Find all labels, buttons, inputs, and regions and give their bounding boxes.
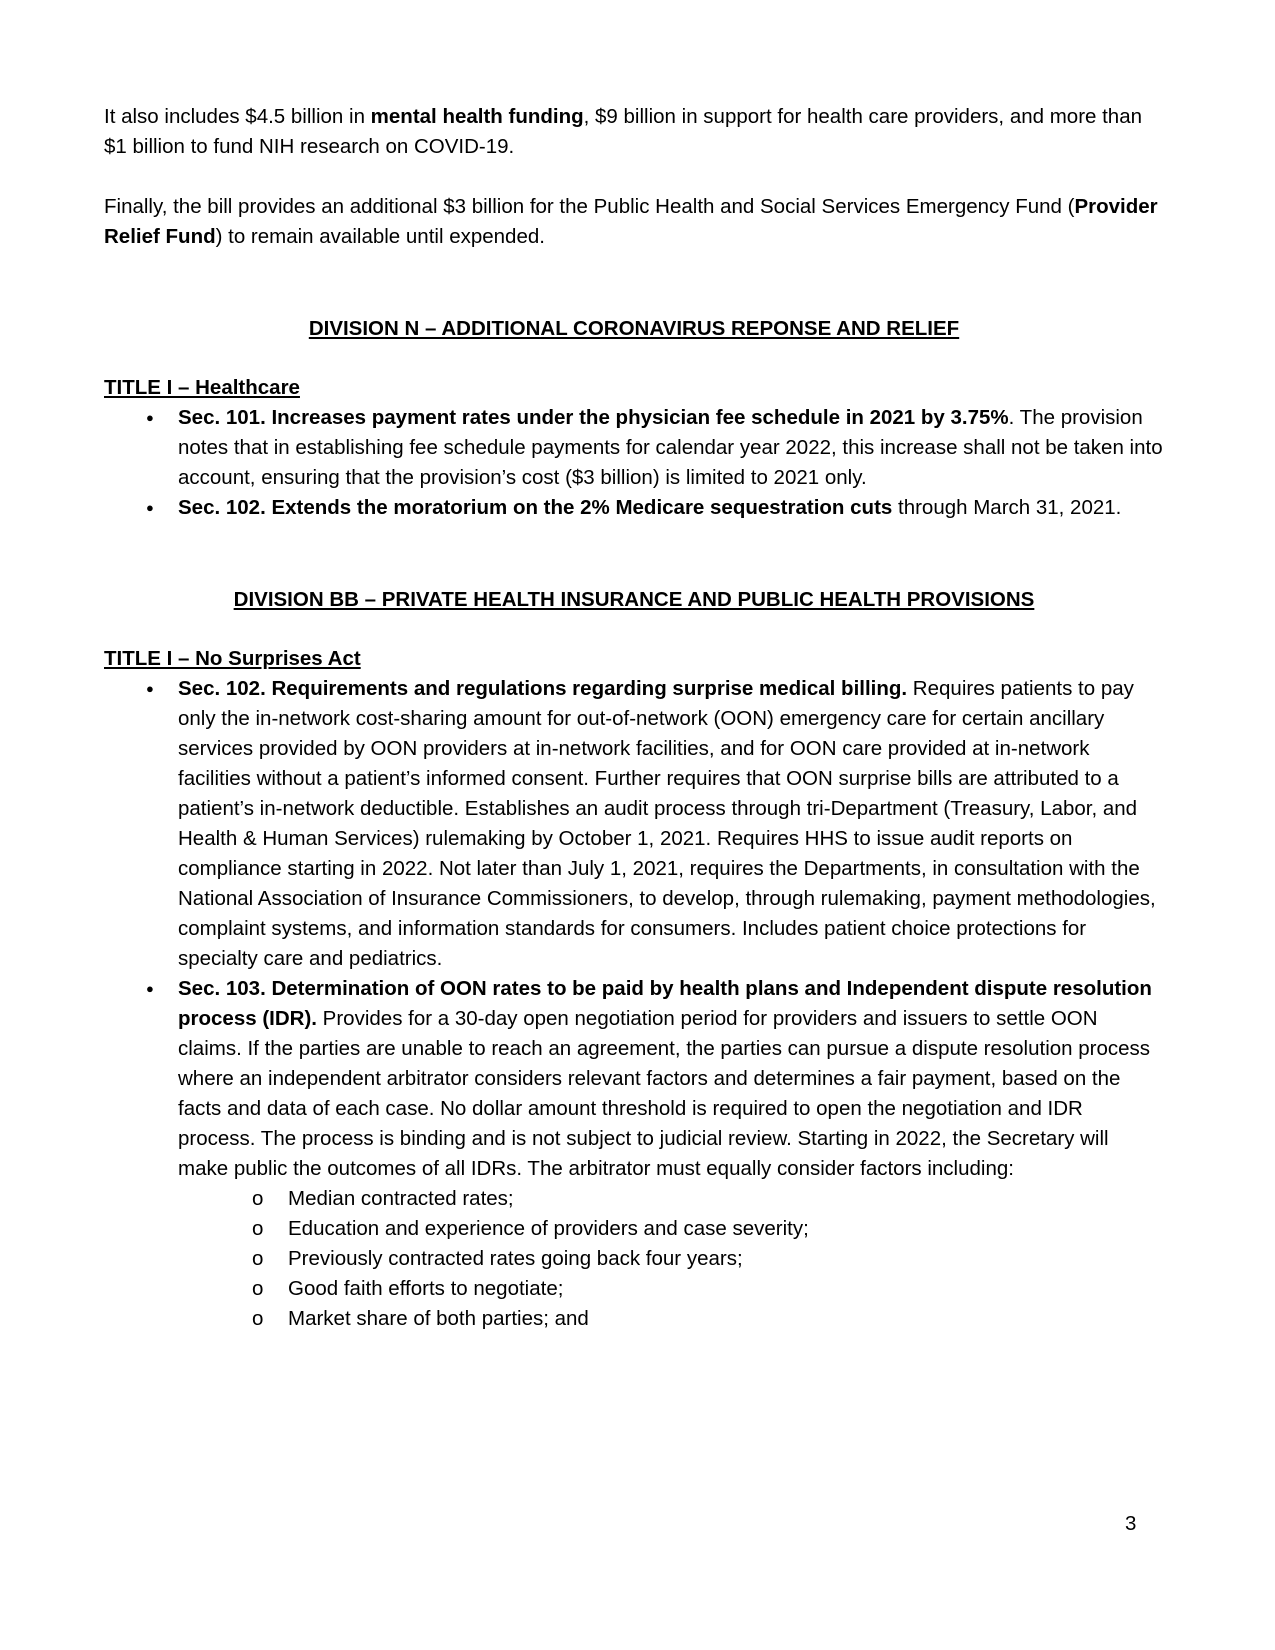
page-number: 3: [1125, 1512, 1137, 1535]
intro-paragraph-2: [104, 192, 1164, 252]
circle-bullet-icon: o: [252, 1217, 264, 1240]
document-page: [104, 102, 1164, 1334]
list-item: [178, 493, 1164, 523]
text: through March 31, 2021.: [892, 496, 1122, 519]
sub-list-item: [252, 1304, 1164, 1334]
division-n-heading: DIVISION N – ADDITIONAL CORONAVIRUS REPONSE AND RELIEF: [308, 317, 960, 340]
division-bb-heading: DIVISION BB – PRIVATE HEALTH INSURANCE AND PUBLIC HEALTH PROVISIONS: [233, 588, 1035, 611]
list-item: [178, 974, 1164, 1334]
text: Good faith efforts to negotiate;: [288, 1277, 564, 1300]
circle-bullet-icon: o: [252, 1247, 264, 1270]
circle-bullet-icon: o: [252, 1307, 264, 1330]
text: Requires patients to pay only the in-network cost-sharing amount for out-of-network (OON) emergency care for certain ancillary services provided by OON providers at in-network facilities, and for OON care provided at in-network facilities without a patient’s informed consent. Further requires that OON surprise bills are attributed to a patient’s in-network deductible. Establishes an audit process through tri-Department (Treasury, Labor, and Health & Human Services) rulemaking by October 1, 2021. Requires HHS to issue audit reports on compliance starting in 2022. Not later than July 1, 2021, requires the Departments, in consultation with the National Association of Insurance Commissioners, to develop, through rulemaking, payment methodologies, complaint systems, and information standards for consumers. Includes patient choice protections for specialty care and pediatrics.: [178, 677, 1156, 970]
bold-text: Sec. 102. Requirements and regulations regarding surprise medical billing.: [178, 677, 908, 700]
bold-text: mental health funding: [370, 105, 584, 128]
text: Market share of both parties; and: [288, 1307, 589, 1330]
intro-paragraph-1: [104, 102, 1164, 162]
sub-list-item: [252, 1244, 1164, 1274]
list-item: [178, 674, 1164, 974]
text: It also includes $4.5 billion in: [104, 105, 371, 128]
sub-list-item: [252, 1274, 1164, 1304]
spacer: [104, 344, 1164, 373]
text: Provides for a 30-day open negotiation period for providers and issuers to settle OON claims. If the parties are unable to reach an agreement, the parties can pursue a dispute resolution process where an independent arbitrator considers relevant factors and determines a fair payment, based on the facts and data of each case. No dollar amount threshold is required to open the negotiation and IDR process. The process is binding and is not subject to judicial review. Starting in 2022, the Secretary will make public the outcomes of all IDRs. The arbitrator must equally consider factors including:: [178, 1007, 1151, 1180]
text: Education and experience of providers and case severity;: [288, 1217, 809, 1240]
bold-text: Provider Relief Fund: [104, 195, 1158, 248]
text: , $9 billion in support for health care providers, and more than $1 billion to fund NIH research on COVID-19.: [104, 105, 1143, 158]
circle-bullet-icon: o: [252, 1187, 264, 1210]
bold-text: Sec. 103. Determination of OON rates to be paid by health plans and Independent dispute resolution process (IDR).: [178, 977, 1152, 1030]
sub-list-item: [252, 1184, 1164, 1214]
bold-text: Sec. 102. Extends the moratorium on the 2% Medicare sequestration cuts: [178, 496, 893, 519]
spacer: [104, 252, 1164, 314]
text: Median contracted rates;: [288, 1187, 514, 1210]
text: . The provision notes that in establishing fee schedule payments for calendar year 2022, this increase shall not be taken into account, ensuring that the provision’s cost ($3 billion) is limited to 2021 only.: [178, 406, 1163, 489]
division-bb-list: [104, 674, 1164, 1334]
spacer: [104, 615, 1164, 644]
text: Finally, the bill provides an additional $3 billion for the Public Health and Social Services Emergency Fund (: [104, 195, 1075, 218]
spacer: [104, 523, 1164, 585]
circle-bullet-icon: o: [252, 1277, 264, 1300]
division-n-title: TITLE I – Healthcare: [104, 376, 300, 399]
list-item: [178, 403, 1164, 493]
text: Previously contracted rates going back four years;: [288, 1247, 743, 1270]
factor-sublist: [178, 1184, 1164, 1334]
bold-text: Sec. 101. Increases payment rates under the physician fee schedule in 2021 by 3.75%: [178, 406, 1009, 429]
division-bb-title: TITLE I – No Surprises Act: [104, 647, 361, 670]
division-n-list: [104, 403, 1164, 523]
text: ) to remain available until expended.: [215, 225, 545, 248]
sub-list-item: [252, 1214, 1164, 1244]
